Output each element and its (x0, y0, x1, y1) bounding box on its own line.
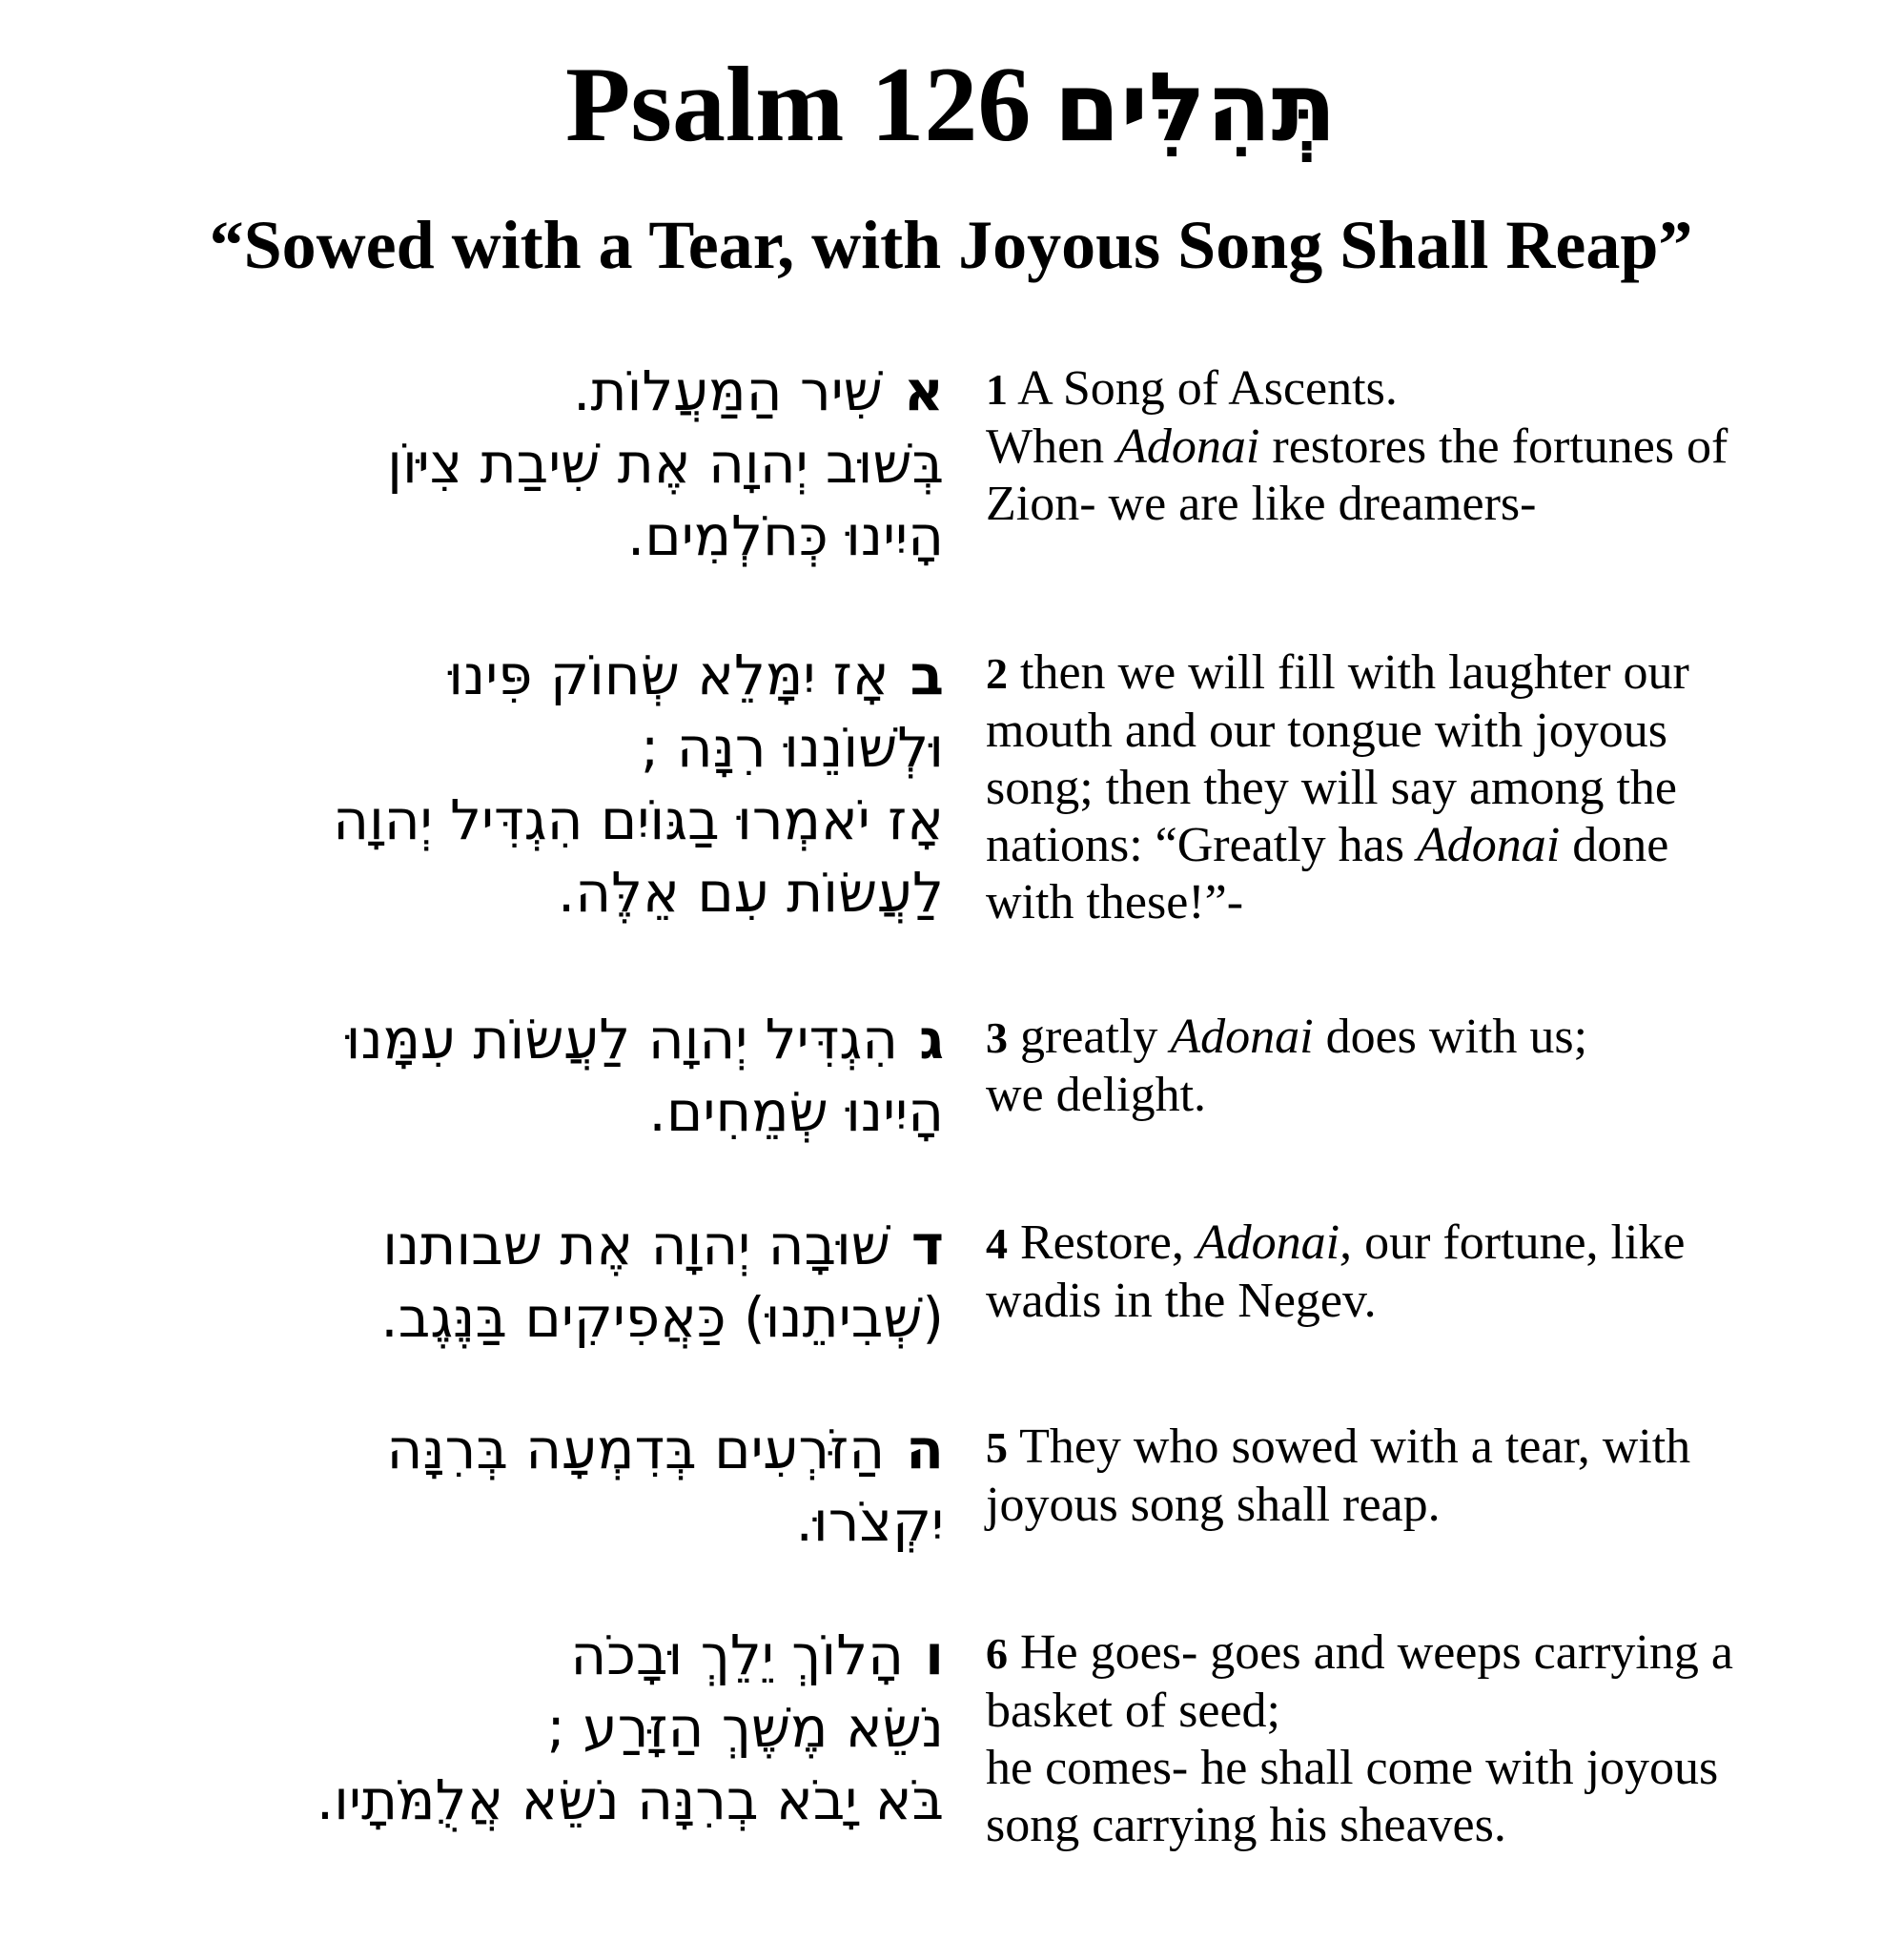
verse-number: 5 (986, 1423, 1008, 1472)
english-text: Restore, (1020, 1215, 1196, 1270)
verse-number: 1 (986, 365, 1008, 414)
verse-1-hebrew (124, 355, 944, 572)
hebrew-line: אָז יֹאמְרוּ בַגּוֹיִם הִגְדִּיל יְהוָה (333, 787, 944, 852)
hebrew-text: הָלוֹךְ יֵלֵךְ וּבָכֹה (570, 1623, 905, 1687)
hebrew-line: בֹּא יָבֹא בְרִנָּה נֹשֵׂא אֲלֻמֹּתָיו. (316, 1767, 944, 1832)
verse-3-hebrew (124, 1003, 944, 1148)
hebrew-verse-number: ב (910, 643, 944, 707)
verse-5-english (986, 1419, 1882, 1534)
english-line: Zion- we are like dreamers- (986, 477, 1537, 531)
hebrew-line (124, 1413, 944, 1485)
english-line: basket of seed; (986, 1684, 1281, 1738)
hebrew-line: (שְׁבִיתֵנוּ) כַּאֲפִיקִים בַּנֶּגֶב. (380, 1285, 944, 1350)
english-text: then we will fill with laughter our (1020, 645, 1689, 700)
verse-1-english (986, 360, 1882, 533)
hebrew-text: הִגְדִּיל יְהוָה לַעֲשׂוֹת עִמָּנוּ (345, 1007, 899, 1072)
english-text: done (1560, 818, 1669, 872)
verse-2-hebrew (124, 639, 944, 929)
hebrew-line (124, 639, 944, 711)
english-line (986, 419, 1882, 476)
english-line: with these!”- (986, 875, 1244, 929)
english-line: joyous song shall reap. (986, 1478, 1441, 1532)
divine-name: Adonai (1116, 419, 1260, 474)
english-text: A Song of Ascents. (1017, 361, 1398, 416)
hebrew-line: לַעֲשׂוֹת עִם אֵלֶּה. (557, 860, 944, 925)
verse-4-hebrew (124, 1209, 944, 1354)
english-line (986, 644, 1882, 703)
divine-name: Adonai (1416, 818, 1561, 872)
hebrew-line: בְּשׁוּב יְהוָה אֶת שִׁיבַת צִיּוֹן (387, 431, 944, 496)
english-text: They who sowed with a tear, with (1019, 1419, 1691, 1474)
english-line (986, 1419, 1882, 1477)
hebrew-verse-number: א (903, 358, 944, 423)
page-title (0, 38, 1902, 174)
title-hebrew: תְּהִלִּים (1053, 51, 1337, 163)
verse-2-english (986, 644, 1882, 931)
hebrew-verse-number: ה (906, 1417, 944, 1481)
hebrew-line (124, 1619, 944, 1691)
hebrew-text: הַזֹּרְעִים בְּדִמְעָה בְּרִנָּה (386, 1417, 886, 1481)
divine-name: Adonai, (1196, 1215, 1353, 1270)
verse-4-english (986, 1215, 1882, 1330)
english-text: He goes- goes and weeps carrying a (1020, 1625, 1733, 1680)
english-line: mouth and our tongue with joyous (986, 704, 1667, 758)
verse-6-hebrew (124, 1619, 944, 1836)
english-line: song carrying his sheaves. (986, 1798, 1506, 1852)
verse-number: 4 (986, 1219, 1008, 1268)
english-text: restores the fortunes of (1259, 419, 1728, 474)
hebrew-verse-number: ג (919, 1007, 944, 1072)
hebrew-line (124, 355, 944, 427)
english-line: song; then they will say among the (986, 761, 1678, 815)
verse-3-english (986, 1009, 1882, 1124)
verse-6-english (986, 1624, 1882, 1854)
hebrew-line: וּלְשׁוֹנֵנוּ רִנָּה ; (640, 715, 944, 780)
divine-name: Adonai (1170, 1010, 1314, 1064)
english-line: wadis in the Negev. (986, 1274, 1377, 1328)
hebrew-text: שִׁיר הַמַּעֲלוֹת. (573, 358, 883, 423)
english-line (986, 1215, 1882, 1273)
hebrew-line: הָיִינוּ כְּחֹלְמִים. (626, 503, 944, 568)
english-text: greatly (1020, 1010, 1171, 1064)
english-text: When (986, 419, 1117, 474)
verse-5-hebrew (124, 1413, 944, 1558)
english-text: nations: “Greatly has (986, 818, 1417, 872)
english-line (986, 1624, 1882, 1683)
verse-number: 6 (986, 1629, 1008, 1678)
hebrew-line: נֹשֵׂא מֶשֶׁךְ הַזָּרַע ; (546, 1695, 944, 1760)
hebrew-line (124, 1003, 944, 1075)
english-line (986, 1009, 1882, 1067)
hebrew-text: אָז יִמָּלֵא שְׂחוֹק פִּינוּ (448, 643, 890, 707)
hebrew-line (124, 1209, 944, 1281)
english-text: our fortune, like (1352, 1215, 1686, 1270)
english-line: we delight. (986, 1068, 1207, 1122)
verse-number: 2 (986, 649, 1008, 698)
verse-number: 3 (986, 1013, 1008, 1062)
hebrew-verse-number: ו (925, 1623, 944, 1687)
english-line (986, 817, 1882, 874)
page-subtitle: “Sowed with a Tear, with Joyous Song Shall Reap” (209, 207, 1693, 283)
english-text: does with us; (1313, 1010, 1588, 1064)
hebrew-text: שׁוּבָה יְהוָה אֶת שבותנו (382, 1213, 890, 1277)
hebrew-line: יִקְצֹרוּ. (795, 1489, 944, 1554)
title-english: Psalm 126 (564, 46, 1032, 164)
hebrew-verse-number: ד (910, 1213, 944, 1277)
english-line (986, 360, 1882, 419)
hebrew-line: הָיִינוּ שְׂמֵחִים. (648, 1079, 944, 1144)
english-line: he comes- he shall come with joyous (986, 1741, 1719, 1795)
